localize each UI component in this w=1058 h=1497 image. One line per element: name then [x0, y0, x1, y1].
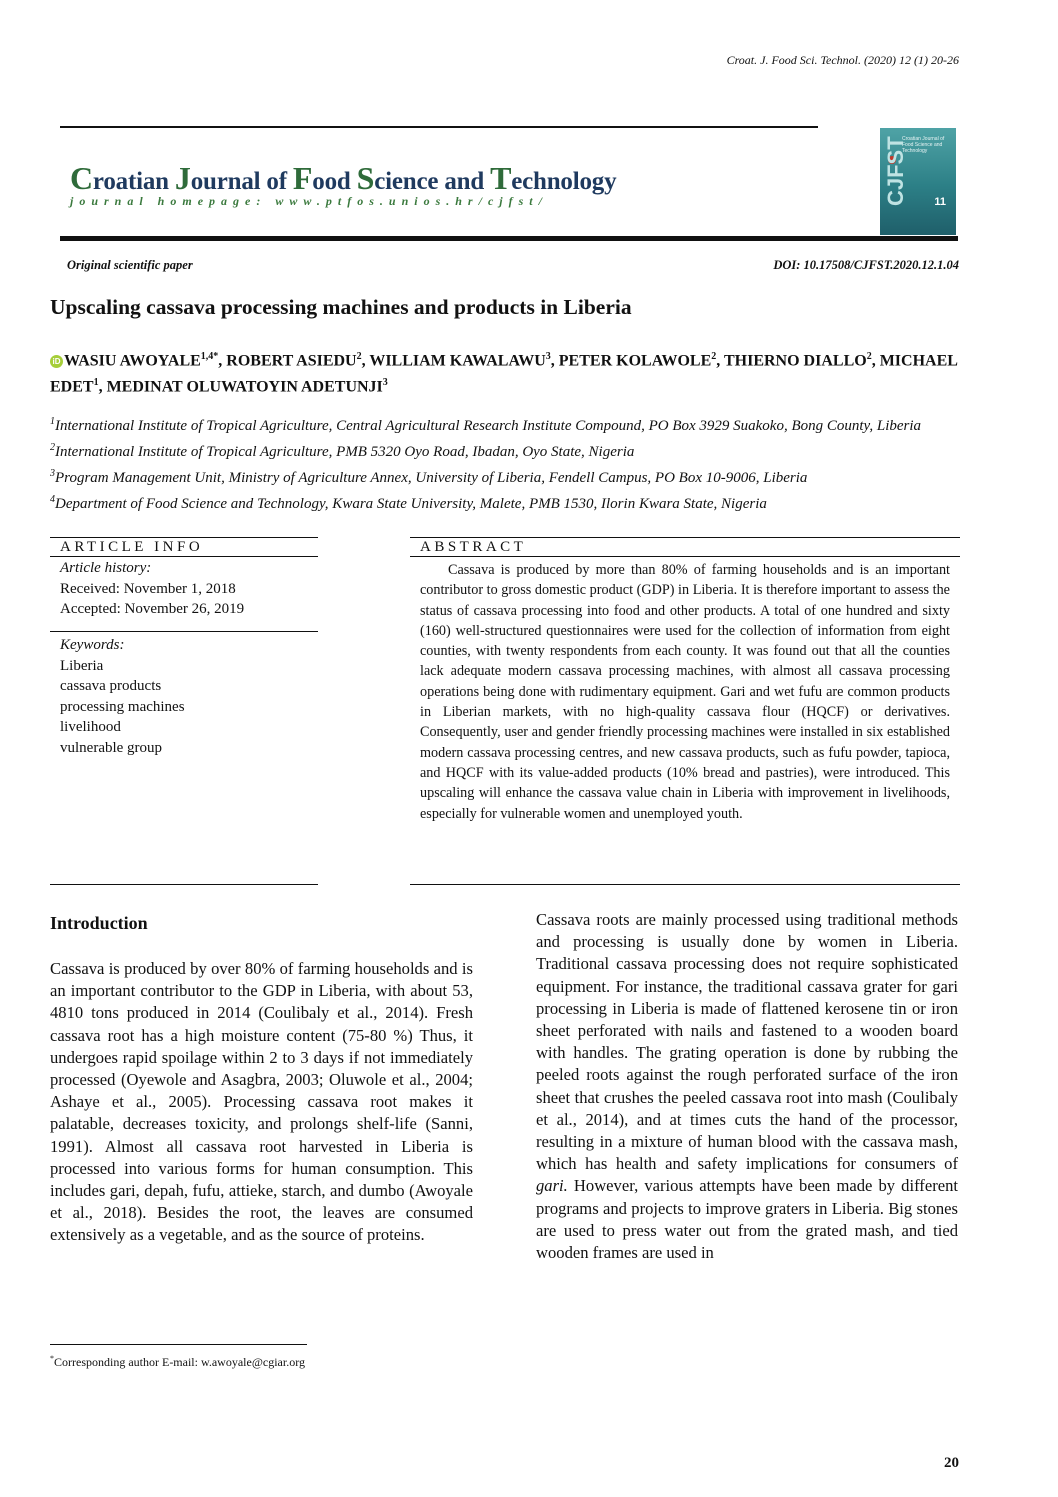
author: WASIU AWOYALE [64, 352, 201, 370]
keywords-block [60, 635, 185, 758]
affiliation: $^4$Department of Food Science and Technology, Kwara State University, Malete, PMB 1530, Ilorin Kwara State, Nigeria [50, 494, 767, 512]
affiliation: $^1$International Institute of Tropical Agriculture, Central Agricultural Research Institute Compound, PO Box 3929 Suakoko, Bong County, Liberia [50, 416, 922, 434]
affiliations [50, 411, 965, 515]
article-info-heading: ARTICLE INFO [50, 537, 318, 557]
header-thick-rule [60, 236, 958, 241]
abstract-heading: ABSTRACT [410, 537, 960, 557]
author-list: iD WASIU $AWOYALE^{1,4*}$, ROBERT ASIEDU$^2$, WILLIAM KAWALAWU$^3$, PETER KOLAWOLE$^2$, THIERNO DIALLO$^2$, MICHAEL EDET$^1$, MEDINAT OLUWATOYIN ADETUNJI$^3$ [50, 351, 958, 396]
info-divider [50, 631, 318, 632]
info-bottom-rule [50, 884, 318, 885]
author: WILLIAM KAWALAWU [369, 352, 546, 370]
affiliation: $^2$International Institute of Tropical Agriculture, PMB 5320 Oyo Road, Ibadan, Oyo State, Nigeria [50, 442, 635, 460]
article-history [60, 558, 244, 620]
author: MEDINAT OLUWATOYIN ADETUNJI [106, 378, 383, 396]
accepted-date: Accepted: November 26, 2019 [60, 601, 245, 617]
author: THIERNO DIALLO [723, 352, 867, 370]
author: PETER KOLAWOLE [558, 352, 712, 370]
received-date: Received: November 1, 2018 [60, 580, 236, 597]
journal-citation: Croat. J. Food Sci. Technol. (2020) 12 (1) 20-26 [726, 53, 959, 67]
author: ROBERT ASIEDU [226, 352, 357, 370]
introduction-heading: Introduction [50, 913, 148, 933]
body-column-right: Cassava roots are mainly processed using traditional methods and processing is usually done by women in Liberia. Traditional cassava processing does not require sophisticated equipment. For instance, the traditional cassava grater for gari processing in Liberia is made of flattened kerosene tin or iron sheet perforated with nails and fastened to a wooden board with handles. The grating operation is done by rubbing the peeled roots against the rough perforated surface of the iron sheet that crushes the peeled cassava root into mash (Coulibaly et al., 2014), and at times cuts the hand of the processor, resulting in a mixture of human blood with the cassava mash, which has health and safety implications for consumers of gari. However, various attempts have been made by different programs and projects to improve graters in Liberia. Big stones are used to press water out from the grated mash, and tied wooden frames are used in [536, 910, 958, 1263]
cover-number: 11 [934, 196, 946, 208]
corresponding-author-footnote: *Corresponding author E-mail: w.awoyale@cgiar.org [50, 1354, 305, 1369]
keywords-label: Keywords: [60, 637, 125, 653]
cover-title: Croatian Journal of Food Science and Technology [902, 136, 945, 154]
keyword: Liberia [60, 657, 104, 674]
abstract-bottom-rule [410, 884, 960, 885]
affiliation: $^3$Program Management Unit, Ministry of Agriculture Annex, University of Liberia, Fendell Campus, PO Box 10-9006, Liberia [50, 468, 808, 486]
keyword: processing machines [60, 698, 185, 715]
journal-cover-image [880, 128, 956, 235]
footnote-rule [50, 1344, 307, 1345]
journal-title: Croatian Journal of Food Science and Technology [70, 160, 617, 196]
header-rule [60, 126, 818, 128]
history-label: Article history: [60, 560, 152, 576]
journal-homepage-link[interactable]: journal homepage: www.ptfos.unios.hr/cjfst/ [70, 194, 548, 208]
cover-logo: CJFST [883, 136, 908, 206]
abstract-text: Cassava is produced by more than 80% of farming households and is an important contributor to gross domestic product (GDP) in Liberia. It is therefore important to assess the status of cassava processing into food and other products. A total of one hundred and sixty (160) well-structured questionnaires were used for the collection of information from eight counties, with twenty respondents from each county. It was found out that all the counties lack adequate modern cassava processing machines, with almost all cassava processing operations being done with rudimentary equipment. Gari and wet fufu are common products in Liberian markets, with no high-quality cassava flour (HQCF) or derivatives. Consequently, user and gender friendly processing machines were installed in six established modern cassava processing centres, and new cassava products, such as fufu powder, tapioca, and HQCF with its value-added products (10% bread and pastries), were introduced. This upscaling will enhance the cassava value chain in Liberia with improvement in livelihoods, especially for vulnerable women and unemployed youth. [420, 562, 950, 822]
body-column-left: Cassava is produced by over 80% of farming households and is an important contributor to the GDP in Liberia, with about 53, 4810 tons produced in 2014 (Coulibaly et al., 2014). Fresh cassava root has a high moisture content (75-80 %) Thus, it undergoes rapid spoilage within 2 to 3 days if not immediately processed (Oyewole and Asagbra, 2003; Oluwole et al., 2004; Ashaye et al., 2005). Processing cassava root makes it palatable, decreases toxicity, and prolongs shelf-life (Sanni, 1991). Almost all cassava root harvested in Liberia is processed into various forms for human consumption. This includes gari, depah, fufu, attieke, starch, and dumbo (Awoyale et al., 2018). Besides the root, the leaves are consumed extensively as a vegetable, and as the source of proteins. [50, 959, 473, 1245]
keyword: livelihood [60, 719, 121, 735]
page-number: 20 [944, 1455, 959, 1471]
keyword: cassava products [60, 678, 162, 694]
keyword: vulnerable group [60, 739, 163, 756]
paper-type: Original scientific paper [67, 258, 193, 272]
doi[interactable]: DOI: 10.17508/CJFST.2020.12.1.04 [773, 258, 959, 272]
author: MICHAEL EDET [50, 352, 958, 396]
paper-title: Upscaling cassava processing machines and products in Liberia [50, 295, 632, 319]
orcid-icon[interactable]: iD [50, 355, 63, 368]
